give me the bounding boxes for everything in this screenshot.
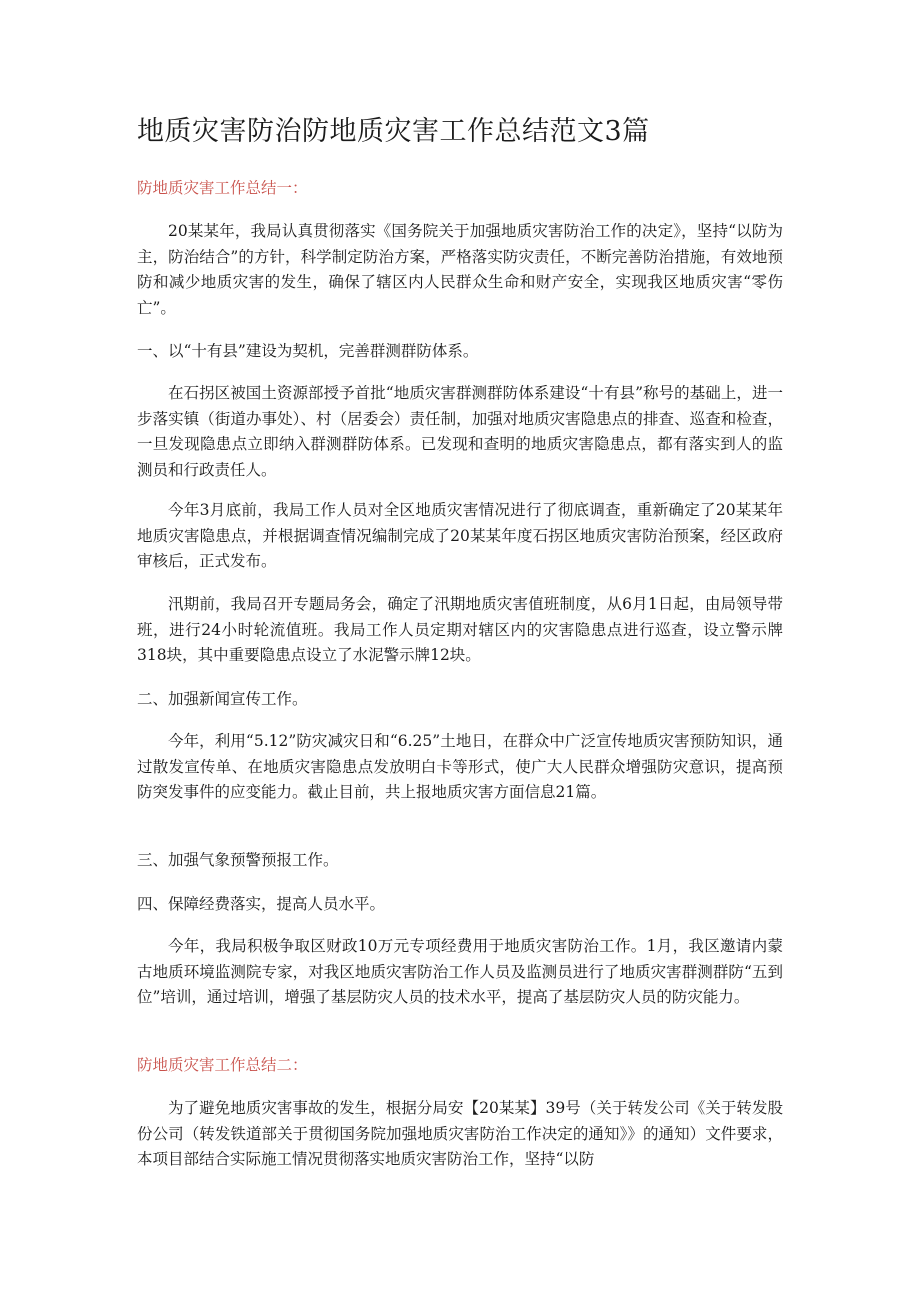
paragraph-5: 今年，利用“5.12”防灾减灾日和“6.25”土地日，在群众中广泛宣传地质灾害预防知识，通过散发宣传单、在地质灾害隐患点发放明白卡等形式，使广大人民群众增强防灾意识，提高预防突发事件的应变能力。截止目前，共上报地质灾害方面信息21篇。 — [137, 732, 783, 802]
section-label-1: 防地质灾害工作总结一： — [137, 179, 308, 197]
section-label-2: 防地质灾害工作总结二： — [137, 1056, 308, 1074]
heading-2: 二、加强新闻宣传工作。 — [137, 690, 308, 708]
paragraph-4: 汛期前，我局召开专题局务会，确定了汛期地质灾害值班制度，从6月1日起，由局领导带班，进行24小时轮流值班。我局工作人员定期对辖区内的灾害隐患点进行巡查，设立警示牌318块，其中重要隐患点设立了水泥警示牌12块。 — [137, 595, 783, 665]
heading-1: 一、以“十有县”建设为契机，完善群测群防体系。 — [137, 342, 479, 360]
paragraph-7: 为了避免地质灾害事故的发生，根据分局安【20某某】39号（关于转发公司《关于转发股份公司（转发铁道部关于贯彻国务院加强地质灾害防治工作决定的通知》》的通知）文件要求，本项目部结合实际施工情况贯彻落实地质灾害防治工作，坚持“以防 — [137, 1099, 783, 1169]
paragraph-6: 今年，我局积极争取区财政10万元专项经费用于地质灾害防治工作。1月，我区邀请内蒙古地质环境监测院专家，对我区地质灾害防治工作人员及监测员进行了地质灾害群测群防“五到位”培训，通过培训，增强了基层防灾人员的技术水平，提高了基层防灾人员的防灾能力。 — [137, 937, 783, 1007]
paragraph-1: 20某某年，我局认真贯彻落实《国务院关于加强地质灾害防治工作的决定》，坚持“以防为主，防治结合”的方针，科学制定防治方案，严格落实防灾责任，不断完善防治措施，有效地预防和减少地质灾害的发生，确保了辖区内人民群众生命和财产安全，实现我区地质灾害“零伤亡”。 — [137, 222, 783, 317]
heading-4: 四、保障经费落实，提高人员水平。 — [137, 895, 386, 913]
heading-3: 三、加强气象预警预报工作。 — [137, 851, 339, 869]
document-title: 地质灾害防治防地质灾害工作总结范文3篇 — [137, 116, 650, 147]
paragraph-2: 在石拐区被国土资源部授予首批“地质灾害群测群防体系建设“十有县”称号的基础上，进一步落实镇（街道办事处）、村（居委会）责任制，加强对地质灾害隐患点的排查、巡查和检查，一旦发现隐患点立即纳入群测群防体系。已发现和查明的地质灾害隐患点，都有落实到人的监测员和行政责任人。 — [137, 384, 783, 479]
paragraph-3: 今年3月底前，我局工作人员对全区地质灾害情况进行了彻底调查，重新确定了20某某年地质灾害隐患点，并根据调查情况编制完成了20某某年度石拐区地质灾害防治预案，经区政府审核后，正式发布。 — [137, 501, 783, 571]
